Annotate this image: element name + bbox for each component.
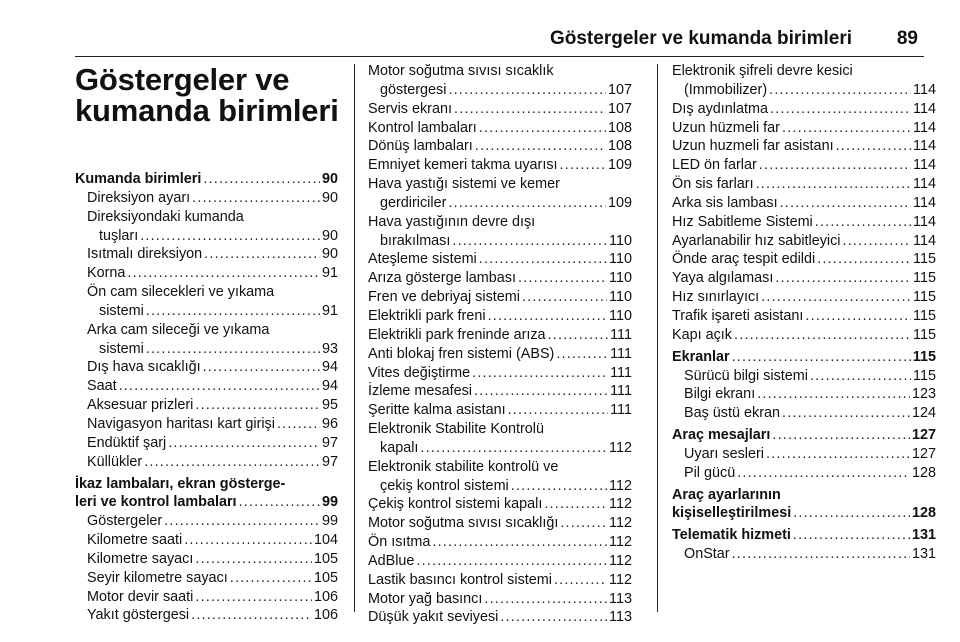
column-divider [354, 64, 355, 612]
dot-leader [192, 189, 320, 208]
toc-entry[interactable] [672, 269, 936, 288]
toc-page-number: 114 [913, 194, 936, 211]
dot-leader [448, 81, 606, 100]
toc-entry-text: göstergesi [380, 81, 447, 98]
toc-page-number: 113 [609, 590, 632, 607]
toc-page-number: 123 [911, 386, 936, 403]
dot-leader [766, 445, 910, 464]
toc-page-number: 111 [610, 383, 632, 400]
toc-entry-text: Arıza gösterge lambası [368, 270, 516, 287]
toc-entry-text: İkaz lambaları, ekran gösterge- [75, 475, 286, 492]
dot-leader [775, 269, 911, 288]
toc-entry-text: Hava yastığı sistemi ve kemer [368, 176, 560, 193]
dot-leader [204, 245, 320, 264]
toc-entry-text: Motor devir saati [87, 588, 194, 605]
toc-entry-text: Ekranlar [672, 348, 730, 365]
toc-entry[interactable] [368, 401, 632, 420]
toc-page-number: 114 [913, 100, 936, 117]
toc-page-number: 93 [321, 340, 338, 357]
toc-entry[interactable] [75, 170, 338, 189]
toc-entry-text: gerdiriciler [380, 194, 447, 211]
dot-leader [734, 326, 911, 345]
toc-page-number: 99 [321, 494, 338, 511]
toc-entry[interactable] [75, 512, 338, 531]
dot-leader [277, 415, 320, 434]
toc-entry-text: Motor yağ basıncı [368, 590, 483, 607]
toc-page-number: 114 [913, 157, 936, 174]
toc-entry-text: bırakılması [380, 232, 451, 249]
toc-page-number: 110 [609, 270, 632, 287]
toc-page-number: 109 [607, 157, 632, 174]
toc-entry-text: Elektronik stabilite kontrolü ve [368, 458, 559, 475]
toc-entry-text: Düşük yakıt seviyesi [368, 609, 499, 626]
toc-entry-text: kişiselleştirilmesi [672, 505, 792, 522]
dot-leader [239, 493, 320, 512]
toc-entry[interactable] [75, 550, 338, 569]
dot-leader [772, 426, 910, 445]
dot-leader [452, 232, 607, 251]
toc-page-number: 107 [607, 100, 632, 117]
dot-leader [479, 119, 606, 138]
toc-entry-text: Servis ekranı [368, 100, 452, 117]
dot-leader [732, 545, 910, 564]
toc-page-number: 91 [321, 302, 338, 319]
toc-entry[interactable] [672, 404, 936, 423]
toc-page-number: 108 [607, 138, 632, 155]
dot-leader [164, 512, 320, 531]
toc-entry-text: (Immobilizer) [684, 81, 768, 98]
toc-page-number: 106 [313, 588, 338, 605]
dot-leader [780, 194, 911, 213]
toc-entry[interactable] [368, 307, 632, 326]
toc-entry[interactable] [75, 415, 338, 434]
toc-entry[interactable] [672, 175, 936, 194]
toc-entry-text: LED ön farlar [672, 157, 757, 174]
dot-leader [144, 453, 320, 472]
dot-leader [416, 552, 607, 571]
toc-entry-text: Lastik basıncı kontrol sistemi [368, 571, 552, 588]
dot-leader [548, 326, 609, 345]
toc-entry-text: Bilgi ekranı [684, 386, 756, 403]
toc-entry[interactable] [368, 458, 632, 496]
toc-entry-text: Elektronik Stabilite Kontrolü [368, 421, 544, 438]
toc-entry-text: sistemi [99, 340, 144, 357]
toc-page-number: 131 [911, 527, 936, 544]
dot-leader [203, 170, 320, 189]
toc-entry-text: Araç ayarlarının [672, 486, 781, 503]
toc-entry-text: Yakıt göstergesi [87, 607, 190, 624]
toc-entry[interactable] [672, 232, 936, 251]
toc-entry[interactable] [368, 326, 632, 345]
toc-page-number: 131 [911, 546, 936, 563]
toc-page-number: 111 [610, 345, 632, 362]
toc-entry-text: Trafik işareti asistanı [672, 307, 804, 324]
toc-page-number: 114 [913, 138, 936, 155]
toc-entry-text: Çekiş kontrol sistemi kapalı [368, 496, 543, 513]
toc-column-2 [368, 62, 632, 627]
dot-leader [518, 269, 607, 288]
toc-page-number: 90 [321, 189, 338, 206]
toc-entry-text: Göstergeler [87, 513, 163, 530]
toc-entry-text: Uzun hüzmeli far [672, 119, 780, 136]
toc-entry[interactable] [75, 569, 338, 588]
toc-entry[interactable] [75, 588, 338, 607]
toc-entry-text: Korna [87, 265, 126, 282]
toc-page-number: 115 [913, 289, 936, 306]
toc-page-number: 113 [609, 609, 632, 626]
toc-page-number: 114 [913, 213, 936, 230]
dot-leader [782, 404, 910, 423]
toc-entry-text: Kontrol lambaları [368, 119, 477, 136]
toc-entry[interactable] [368, 345, 632, 364]
dot-leader [146, 340, 320, 359]
dot-leader [770, 100, 911, 119]
toc-page-number: 127 [911, 445, 936, 462]
toc-entry-text: leri ve kontrol lambaları [75, 494, 237, 511]
toc-entry[interactable] [368, 420, 632, 458]
toc-entry[interactable] [75, 358, 338, 377]
toc-entry-text: Hız Sabitleme Sistemi [672, 213, 813, 230]
dot-leader [119, 377, 320, 396]
toc-page-number: 115 [913, 326, 936, 343]
toc-entry-text: Emniyet kemeri takma uyarısı [368, 157, 558, 174]
dot-leader [203, 358, 320, 377]
toc-page-number: 115 [913, 307, 936, 324]
dot-leader [168, 434, 320, 453]
toc-entry[interactable] [368, 250, 632, 269]
toc-entry[interactable] [368, 213, 632, 251]
toc-entry[interactable] [672, 194, 936, 213]
toc-page-number: 108 [607, 119, 632, 136]
toc-entry[interactable] [672, 464, 936, 483]
toc-entry[interactable] [672, 156, 936, 175]
toc-entry[interactable] [368, 552, 632, 571]
toc-entry[interactable] [75, 264, 338, 283]
toc-entry-text: Hava yastığının devre dışı [368, 213, 536, 230]
dot-leader [815, 213, 911, 232]
dot-leader [817, 250, 911, 269]
dot-leader [195, 550, 312, 569]
toc-page-number: 95 [321, 397, 338, 414]
toc-entry[interactable] [672, 307, 936, 326]
toc-entry[interactable] [368, 288, 632, 307]
dot-leader [511, 477, 607, 496]
toc-page-number: 94 [321, 378, 338, 395]
toc-page-number: 112 [609, 477, 632, 494]
dot-leader [805, 307, 911, 326]
toc-entry[interactable] [75, 245, 338, 264]
toc-page-number: 99 [321, 513, 338, 530]
toc-entry[interactable] [368, 571, 632, 590]
toc-entry[interactable] [672, 526, 936, 545]
dot-leader [140, 227, 320, 246]
toc-entry-text: Fren ve debriyaj sistemi [368, 289, 520, 306]
toc-entry[interactable] [75, 377, 338, 396]
toc-page-number: 96 [321, 415, 338, 432]
toc-entry[interactable] [672, 119, 936, 138]
toc-entry-text: Anti blokaj fren sistemi (ABS) [368, 345, 555, 362]
toc-page-number: 115 [912, 348, 936, 365]
toc-entry-text: Uyarı sesleri [684, 445, 764, 462]
toc-column-3 [672, 62, 936, 564]
toc-page-number: 105 [313, 569, 338, 586]
toc-page-number: 115 [913, 270, 936, 287]
toc-page-number: 112 [609, 534, 632, 551]
toc-page-number: 114 [913, 81, 936, 98]
toc-entry[interactable] [75, 283, 338, 321]
toc-entry[interactable] [368, 382, 632, 401]
toc-page-number: 111 [610, 326, 632, 343]
toc-entry-text: Baş üstü ekran [684, 405, 780, 422]
dot-leader [448, 194, 606, 213]
toc-page-number: 114 [913, 232, 936, 249]
dot-leader [560, 156, 606, 175]
toc-entry-text: OnStar [684, 546, 730, 563]
dot-leader [793, 504, 910, 523]
dot-leader [479, 250, 607, 269]
toc-entry[interactable] [672, 137, 936, 156]
toc-page-number: 124 [911, 405, 936, 422]
dot-leader [195, 396, 320, 415]
toc-entry-text: Araç mesajları [672, 427, 771, 444]
toc-entry[interactable] [368, 137, 632, 156]
toc-entry-text: Kilometre saati [87, 532, 183, 549]
toc-page-number: 104 [313, 532, 338, 549]
toc-entry[interactable] [368, 175, 632, 213]
dot-leader [556, 345, 608, 364]
toc-entry[interactable] [368, 533, 632, 552]
toc-page-number: 110 [609, 307, 632, 324]
toc-entry-text: Dönüş lambaları [368, 138, 473, 155]
toc-page-number: 128 [911, 464, 936, 481]
toc-entry[interactable] [672, 100, 936, 119]
toc-entry-text: Ön cam silecekleri ve yıkama [87, 284, 275, 301]
toc-entry[interactable] [672, 348, 936, 367]
toc-entry[interactable] [368, 590, 632, 609]
toc-entry[interactable] [75, 208, 338, 246]
dot-leader [195, 588, 312, 607]
dot-leader [737, 464, 910, 483]
toc-entry-text: Önde araç tespit edildi [672, 251, 816, 268]
toc-entry-text: Ön sis farları [672, 176, 754, 193]
toc-page-number: 110 [609, 232, 632, 249]
toc-entry[interactable] [368, 364, 632, 383]
toc-entry[interactable] [672, 326, 936, 345]
toc-entry-text: Kumanda birimleri [75, 171, 202, 187]
toc-entry[interactable] [672, 445, 936, 464]
toc-entry[interactable] [368, 514, 632, 533]
dot-leader [508, 401, 609, 420]
toc-entry-text: İzleme mesafesi [368, 383, 472, 400]
dot-leader [191, 606, 312, 625]
dot-leader [420, 439, 607, 458]
toc-page-number: 97 [321, 434, 338, 451]
toc-entry-text: Endüktif şarj [87, 434, 167, 451]
column-divider [657, 64, 658, 612]
toc-entry-text: Elektrikli park freninde arıza [368, 326, 546, 343]
toc-entry[interactable] [75, 475, 338, 513]
toc-page-number: 112 [609, 571, 632, 588]
toc-page-number: 110 [609, 251, 632, 268]
toc-entry-text: Navigasyon haritası kart girişi [87, 415, 275, 432]
toc-entry-text: Isıtmalı direksiyon [87, 246, 203, 263]
toc-entry-text: Sürücü bilgi sistemi [684, 367, 808, 384]
toc-entry-text: AdBlue [368, 552, 415, 569]
toc-entry[interactable] [672, 486, 936, 524]
toc-entry-text: Küllükler [87, 453, 143, 470]
toc-page-number: 114 [913, 119, 936, 136]
dot-leader [782, 119, 911, 138]
toc-page-number: 128 [911, 505, 936, 522]
dot-leader [554, 571, 607, 590]
toc-page-number: 90 [321, 246, 338, 263]
toc-entry-text: Arka cam sileceği ve yıkama [87, 321, 270, 338]
toc-entry-text: Telematik hizmeti [672, 527, 791, 544]
toc-entry[interactable] [75, 189, 338, 208]
toc-page-number: 105 [313, 550, 338, 567]
toc-entry-text: Saat [87, 378, 117, 395]
page-number: 89 [896, 28, 918, 49]
toc-entry-text: Motor soğutma sıvısı sıcaklığı [368, 515, 559, 532]
toc-entry[interactable] [368, 608, 632, 627]
dot-leader [488, 307, 607, 326]
toc-page-number: 90 [321, 171, 338, 187]
toc-page-number: 111 [610, 402, 632, 419]
dot-leader [127, 264, 320, 283]
toc-entry-text: Uzun huzmeli far asistanı [672, 138, 834, 155]
toc-entry-text: Elektronik şifreli devre kesici [672, 63, 853, 79]
dot-leader [732, 348, 911, 367]
toc-entry-text: Direksiyondaki kumanda [87, 208, 244, 225]
dot-leader [432, 533, 607, 552]
dot-leader [759, 156, 911, 175]
toc-entry-text: Ön ısıtma [368, 534, 431, 551]
dot-leader [560, 514, 607, 533]
dot-leader [757, 385, 910, 404]
dot-leader [500, 608, 607, 627]
toc-entry-text: çekiş kontrol sistemi [380, 477, 509, 494]
toc-entry[interactable] [672, 288, 936, 307]
toc-page-number: 111 [610, 364, 632, 381]
toc-page-number: 91 [321, 265, 338, 282]
toc-entry[interactable] [368, 100, 632, 119]
toc-entry-text: Aksesuar prizleri [87, 397, 194, 414]
dot-leader [756, 175, 911, 194]
toc-entry-text: Yaya algılaması [672, 270, 774, 287]
toc-page-number: 106 [313, 607, 338, 624]
toc-entry-text: Direksiyon ayarı [87, 189, 191, 206]
dot-leader [769, 81, 911, 100]
dot-leader [230, 569, 312, 588]
toc-page-number: 114 [913, 176, 936, 193]
toc-page-number: 115 [913, 251, 936, 268]
page-header [75, 22, 924, 57]
toc-entry[interactable] [672, 426, 936, 445]
dot-leader [522, 288, 607, 307]
toc-entry-text: Kilometre sayacı [87, 550, 194, 567]
toc-entry-text: kapalı [380, 439, 419, 456]
toc-entry-text: Arka sis lambası [672, 194, 778, 211]
toc-page-number: 90 [321, 227, 338, 244]
toc-page-number: 94 [321, 359, 338, 376]
toc-entry[interactable] [75, 434, 338, 453]
toc-entry-text: Seyir kilometre sayacı [87, 569, 228, 586]
toc-page-number: 112 [609, 515, 632, 532]
toc-entry-text: Ayarlanabilir hız sabitleyici [672, 232, 841, 249]
toc-entry[interactable] [672, 545, 936, 564]
toc-entry-text: Dış hava sıcaklığı [87, 359, 201, 376]
toc-entry-text: Pil gücü [684, 464, 736, 481]
toc-page-number: 110 [609, 289, 632, 306]
dot-leader [810, 367, 911, 386]
toc-entry-text: Vites değiştirme [368, 364, 471, 381]
toc-entry-text: Dış aydınlatma [672, 100, 768, 117]
dot-leader [184, 531, 312, 550]
toc-page-number: 107 [607, 81, 632, 98]
chapter-title-line: Göstergeler ve [75, 62, 290, 97]
toc-column-1 [75, 170, 338, 625]
toc-entry[interactable] [75, 606, 338, 625]
toc-entry[interactable] [75, 453, 338, 472]
toc-entry-text: Şeritte kalma asistanı [368, 402, 506, 419]
toc-entry[interactable] [75, 396, 338, 415]
toc-page-number: 109 [607, 194, 632, 211]
toc-entry-text: Hız sınırlayıcı [672, 289, 760, 306]
dot-leader [472, 364, 608, 383]
dot-leader [484, 590, 607, 609]
header-title: Göstergeler ve kumanda birimleri [549, 28, 852, 49]
chapter-title [75, 64, 345, 126]
toc-page-number: 127 [911, 427, 936, 444]
chapter-title-line: kumanda birimleri [75, 93, 339, 128]
dot-leader [761, 288, 911, 307]
toc-page-number: 97 [321, 453, 338, 470]
toc-entry[interactable] [368, 495, 632, 514]
toc-entry-text: Elektrikli park freni [368, 307, 486, 324]
toc-entry[interactable] [672, 367, 936, 386]
dot-leader [146, 302, 320, 321]
toc-entry[interactable] [672, 385, 936, 404]
dot-leader [544, 495, 607, 514]
toc-entry-text: Ateşleme sistemi [368, 251, 477, 268]
toc-entry[interactable] [368, 156, 632, 175]
toc-entry[interactable] [75, 321, 338, 359]
dot-leader [474, 382, 608, 401]
toc-page-number: 112 [609, 439, 632, 456]
toc-page-number: 112 [609, 496, 632, 513]
dot-leader [836, 137, 911, 156]
toc-entry-text: Motor soğutma sıvısı sıcaklık [368, 63, 554, 79]
dot-leader [475, 137, 606, 156]
toc-page-number: 115 [913, 367, 936, 384]
toc-entry[interactable] [672, 62, 936, 100]
toc-entry-text: Kapı açık [672, 326, 732, 343]
toc-entry[interactable] [75, 531, 338, 550]
toc-entry[interactable] [368, 269, 632, 288]
dot-leader [454, 100, 606, 119]
toc-entry[interactable] [672, 213, 936, 232]
dot-leader [843, 232, 912, 251]
toc-entry[interactable] [368, 62, 632, 100]
toc-entry[interactable] [368, 119, 632, 138]
toc-entry-text: sistemi [99, 302, 144, 319]
toc-page-number: 112 [609, 552, 632, 569]
toc-entry[interactable] [672, 250, 936, 269]
dot-leader [793, 526, 910, 545]
toc-entry-text: tuşları [99, 227, 139, 244]
